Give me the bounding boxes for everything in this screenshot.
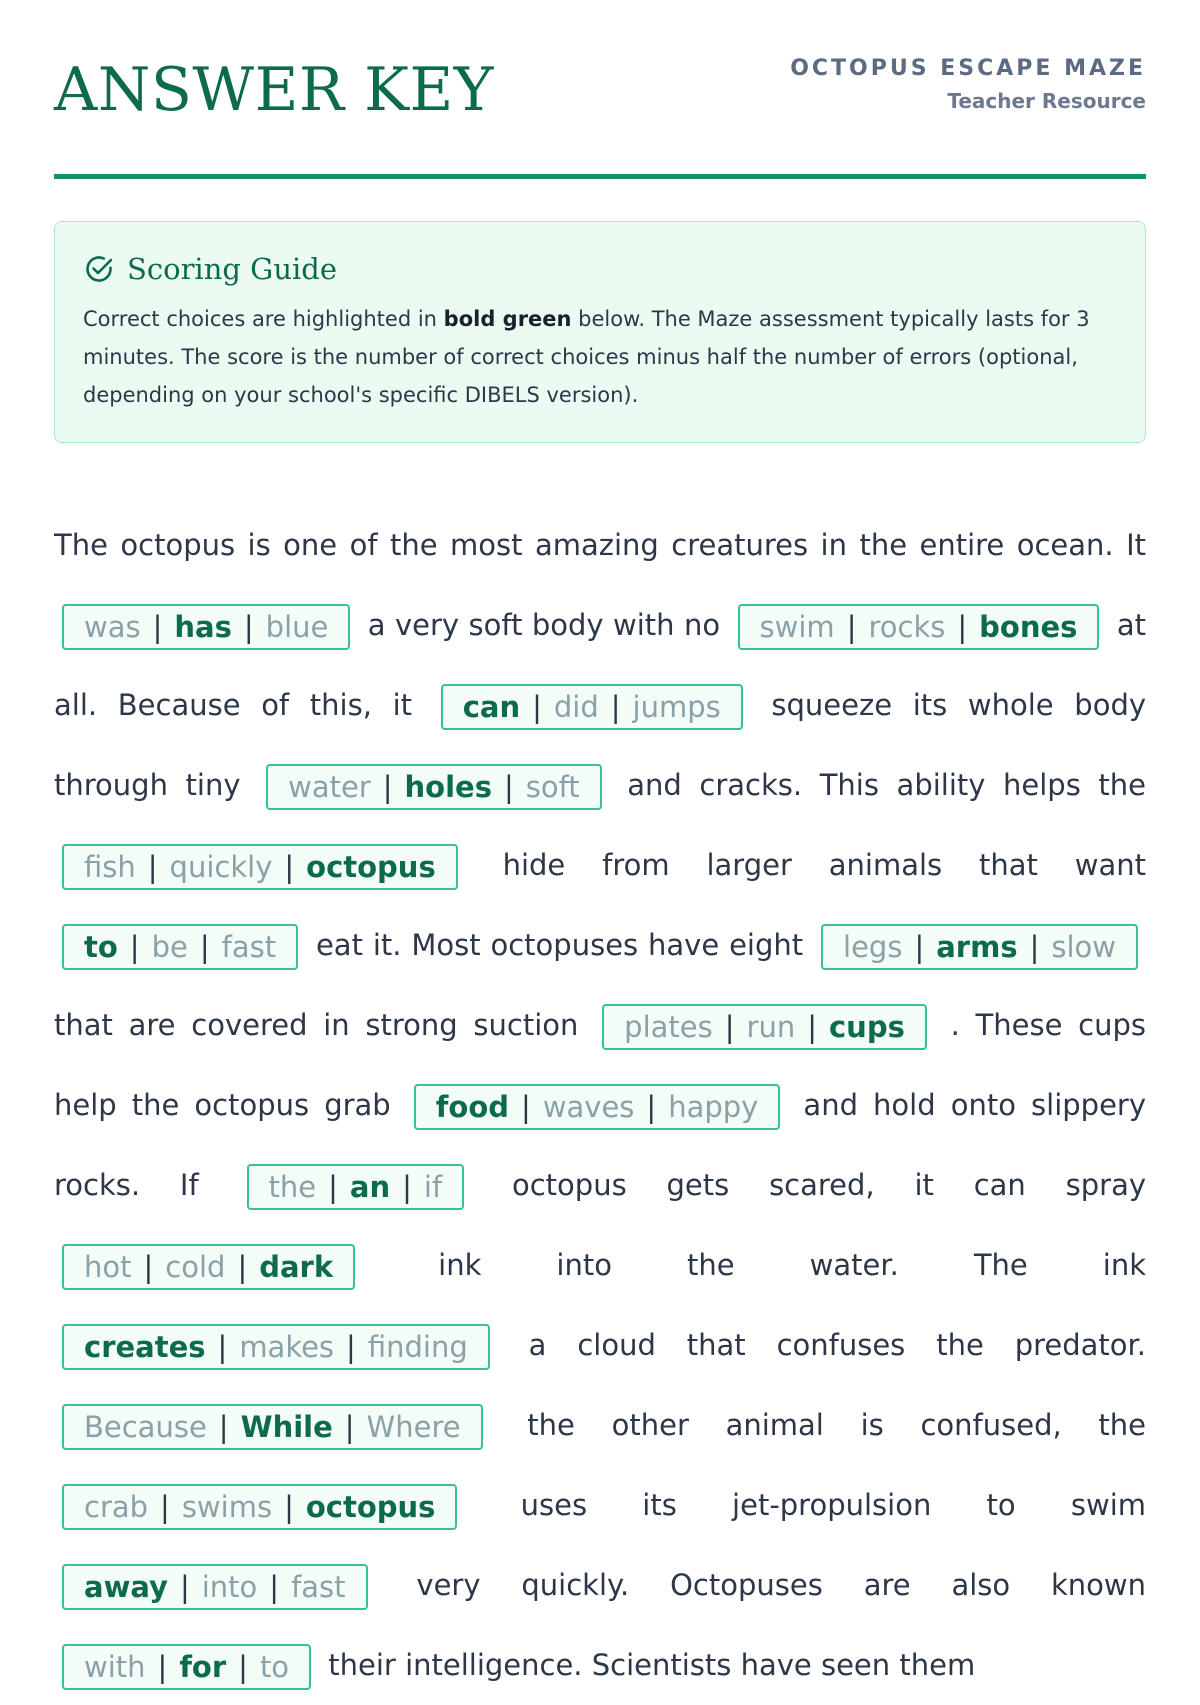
distractor-option: be (151, 930, 188, 964)
choice-separator: | (957, 610, 968, 644)
passage-text: their intelligence. Scientists have seen them (328, 1648, 976, 1682)
distractor-option: the (268, 1170, 317, 1204)
distractor-option: makes (239, 1330, 335, 1364)
distractor-option: to (259, 1650, 290, 1684)
correct-option: creates (84, 1330, 206, 1364)
correct-option: dark (259, 1250, 334, 1284)
maze-choice-box (62, 1324, 490, 1370)
maze-choice-box (62, 844, 458, 890)
distractor-option: into (201, 1570, 258, 1604)
choice-separator: | (152, 610, 163, 644)
maze-choice-box (602, 1004, 927, 1050)
distractor-option: legs (843, 930, 903, 964)
correct-option: holes (404, 770, 492, 804)
maze-passage (54, 505, 1146, 1705)
correct-option: an (349, 1170, 391, 1204)
correct-option: can (462, 690, 521, 724)
correct-option: While (240, 1410, 333, 1444)
choice-separator: | (402, 1170, 412, 1204)
distractor-option: plates (624, 1010, 713, 1044)
maze-choice-box (62, 1244, 355, 1290)
distractor-option: soft (525, 770, 580, 804)
scoring-guide-header (83, 252, 1117, 286)
correct-option: octopus (305, 1490, 436, 1524)
correct-option: to (84, 930, 118, 964)
correct-option: cups (828, 1010, 905, 1044)
passage-text: that are covered in strong suction (54, 1008, 579, 1042)
page-title: ANSWER KEY (54, 55, 494, 125)
guide-text-rest: below. The Maze assessment typically lasts for 3 minutes. The score is the number of correct choices minus half the number of errors (optional, depending on your school's specific DIBELS version). (83, 307, 1090, 407)
choice-separator: | (382, 770, 393, 804)
distractor-option: waves (542, 1090, 635, 1124)
passage-text: very quickly. Octopuses are also known (416, 1568, 1146, 1602)
distractor-option: blue (265, 610, 329, 644)
choice-separator: | (807, 1010, 817, 1044)
guide-text-lead: Correct choices are highlighted in (83, 307, 444, 331)
choice-separator: | (157, 1650, 168, 1684)
passage-text: at all. Because of this, it (54, 608, 1146, 722)
maze-choice-box (62, 604, 350, 650)
choice-separator: | (237, 1250, 248, 1284)
choice-separator: | (346, 1330, 356, 1364)
distractor-option: swims (181, 1490, 273, 1524)
resource-label: Teacher Resource (947, 89, 1146, 113)
distractor-option: fast (291, 1570, 346, 1604)
check-circle-icon (83, 253, 115, 285)
choice-separator: | (218, 1410, 229, 1444)
distractor-option: slow (1051, 930, 1117, 964)
distractor-option: hot (84, 1250, 132, 1284)
correct-option: away (84, 1570, 168, 1604)
choice-separator: | (1029, 930, 1040, 964)
passage-text: ink into the water. The ink (438, 1248, 1147, 1282)
passage-text: and cracks. This ability helps the (627, 768, 1147, 802)
distractor-option: jumps (632, 690, 721, 724)
distractor-option: water (288, 770, 371, 804)
choice-separator: | (914, 930, 925, 964)
passage-text: a very soft body with no (367, 608, 721, 642)
choice-separator: | (284, 1490, 294, 1524)
passage-text: eat it. Most octopuses have eight (315, 928, 804, 962)
choice-separator: | (646, 1090, 657, 1124)
distractor-option: with (84, 1650, 146, 1684)
choice-separator: | (846, 610, 857, 644)
choice-separator: | (238, 1650, 248, 1684)
passage-text: uses its jet-propulsion to swim (520, 1488, 1147, 1522)
worksheet-title: OCTOPUS ESCAPE MAZE (790, 56, 1146, 81)
choice-separator: | (243, 610, 254, 644)
choice-separator: | (179, 1570, 190, 1604)
choice-separator: | (503, 770, 514, 804)
maze-choice-box (266, 764, 602, 810)
distractor-option: if (423, 1170, 443, 1204)
correct-option: for (179, 1650, 227, 1684)
maze-choice-box (62, 1564, 368, 1610)
maze-choice-box (821, 924, 1138, 970)
correct-option: octopus (306, 850, 436, 884)
distractor-option: Where (366, 1410, 461, 1444)
correct-option: food (435, 1090, 510, 1124)
guide-text-emphasis: bold green (443, 307, 572, 331)
scoring-guide-box (54, 221, 1146, 443)
passage-text: and hold onto slippery rocks. If (54, 1088, 1146, 1202)
passage-text: . These cups help the octopus grab (54, 1008, 1147, 1122)
header-meta (790, 56, 1146, 113)
choice-separator: | (129, 930, 140, 964)
distractor-option: swim (759, 610, 835, 644)
choice-separator: | (284, 850, 295, 884)
maze-choice-box (62, 924, 298, 970)
choice-separator: | (217, 1330, 228, 1364)
distractor-option: Because (84, 1410, 207, 1444)
choice-separator: | (199, 930, 210, 964)
correct-option: arms (936, 930, 1018, 964)
distractor-option: run (746, 1010, 796, 1044)
maze-choice-box (738, 604, 1100, 650)
distractor-option: fish (84, 850, 136, 884)
distractor-option: cold (165, 1250, 226, 1284)
distractor-option: rocks (868, 610, 946, 644)
correct-option: bones (979, 610, 1078, 644)
distractor-option: crab (84, 1490, 149, 1524)
passage-text: hide from larger animals that want (502, 848, 1146, 882)
choice-separator: | (160, 1490, 170, 1524)
passage-text: octopus gets scared, it can spray (512, 1168, 1147, 1202)
choice-separator: | (610, 690, 621, 724)
distractor-option: did (553, 690, 599, 724)
choice-separator: | (724, 1010, 735, 1044)
distractor-option: fast (221, 930, 277, 964)
maze-choice-box (62, 1644, 311, 1690)
maze-choice-box (414, 1084, 781, 1130)
page-header (54, 0, 1146, 180)
choice-separator: | (344, 1410, 355, 1444)
distractor-option: finding (367, 1330, 468, 1364)
scoring-guide-title: Scoring Guide (127, 252, 338, 286)
correct-option: has (174, 610, 232, 644)
choice-separator: | (532, 690, 542, 724)
distractor-option: happy (668, 1090, 759, 1124)
header-divider (54, 174, 1146, 179)
distractor-option: quickly (169, 850, 273, 884)
maze-choice-box (441, 684, 743, 730)
passage-text: a cloud that confuses the predator. (528, 1328, 1147, 1362)
passage-text: squeeze its whole body through tiny (54, 688, 1147, 802)
passage-text: the other animal is confused, the (527, 1408, 1147, 1442)
maze-choice-box (62, 1404, 483, 1450)
scoring-guide-text (83, 300, 1117, 414)
maze-choice-box (62, 1484, 457, 1530)
choice-separator: | (328, 1170, 338, 1204)
choice-separator: | (147, 850, 158, 884)
passage-text: The octopus is one of the most amazing creatures in the entire ocean. It (54, 528, 1146, 562)
maze-choice-box (247, 1164, 465, 1210)
choice-separator: | (143, 1250, 154, 1284)
choice-separator: | (521, 1090, 531, 1124)
distractor-option: was (84, 610, 141, 644)
choice-separator: | (269, 1570, 280, 1604)
